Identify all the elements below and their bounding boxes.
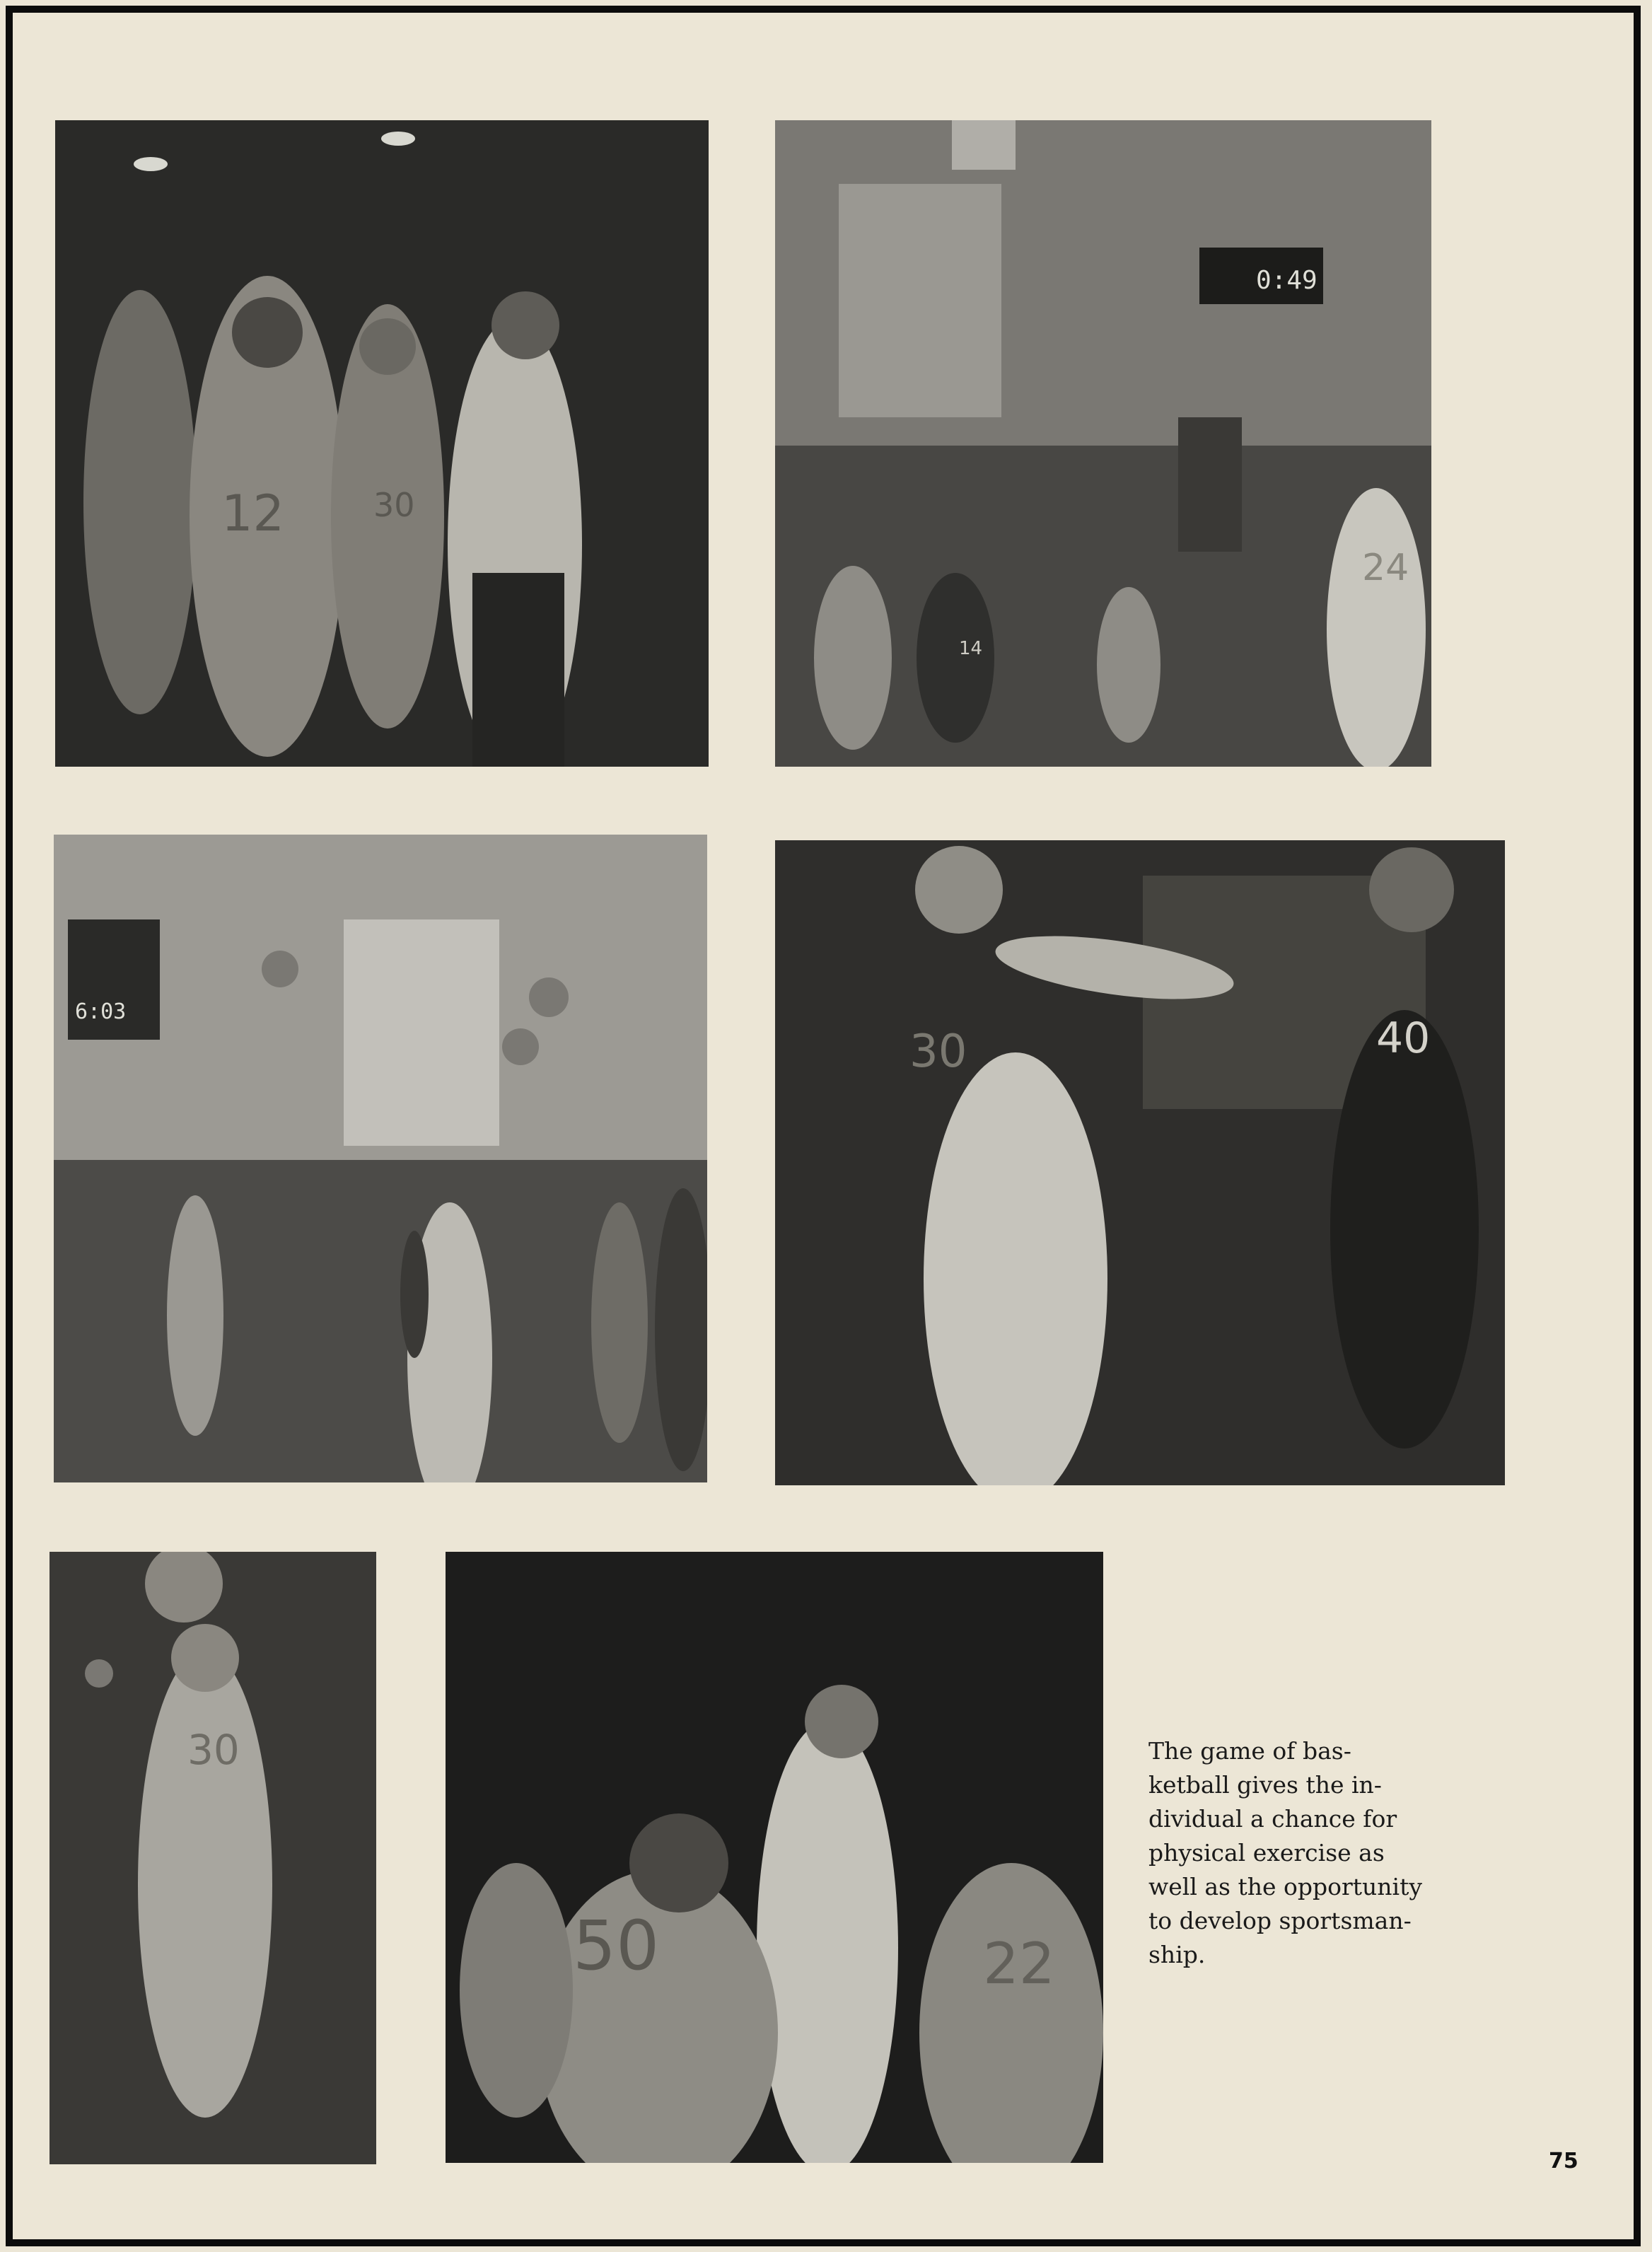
svg-text:30: 30 bbox=[187, 1726, 240, 1774]
svg-text:0:49: 0:49 bbox=[1256, 266, 1317, 295]
photo-girls-game-scoreboard bbox=[775, 120, 1431, 767]
caption-text: The game of bas- ketball gives the in- dividual a chance for physical exercise as well as the opportunity to develop sportsman- ship. bbox=[1148, 1737, 1422, 1968]
svg-text:30: 30 bbox=[909, 1026, 967, 1078]
photo-player-30-vs-40 bbox=[775, 840, 1505, 1485]
svg-text:14: 14 bbox=[959, 638, 983, 659]
svg-text:22: 22 bbox=[983, 1931, 1055, 1997]
photo-player-30-shooting bbox=[50, 1552, 376, 2164]
svg-text:6:03: 6:03 bbox=[75, 999, 127, 1024]
page-number: 75 bbox=[1549, 2149, 1578, 2173]
svg-text:12: 12 bbox=[221, 484, 285, 542]
photo-girls-huddle-coach bbox=[446, 1552, 1103, 2163]
svg-text:40: 40 bbox=[1376, 1014, 1431, 1063]
svg-text:24: 24 bbox=[1362, 547, 1409, 589]
photo-huddle-coach bbox=[55, 120, 709, 767]
photo-free-throw-gym bbox=[54, 835, 707, 1482]
svg-text:30: 30 bbox=[373, 486, 415, 524]
svg-text:50: 50 bbox=[573, 1906, 660, 1985]
